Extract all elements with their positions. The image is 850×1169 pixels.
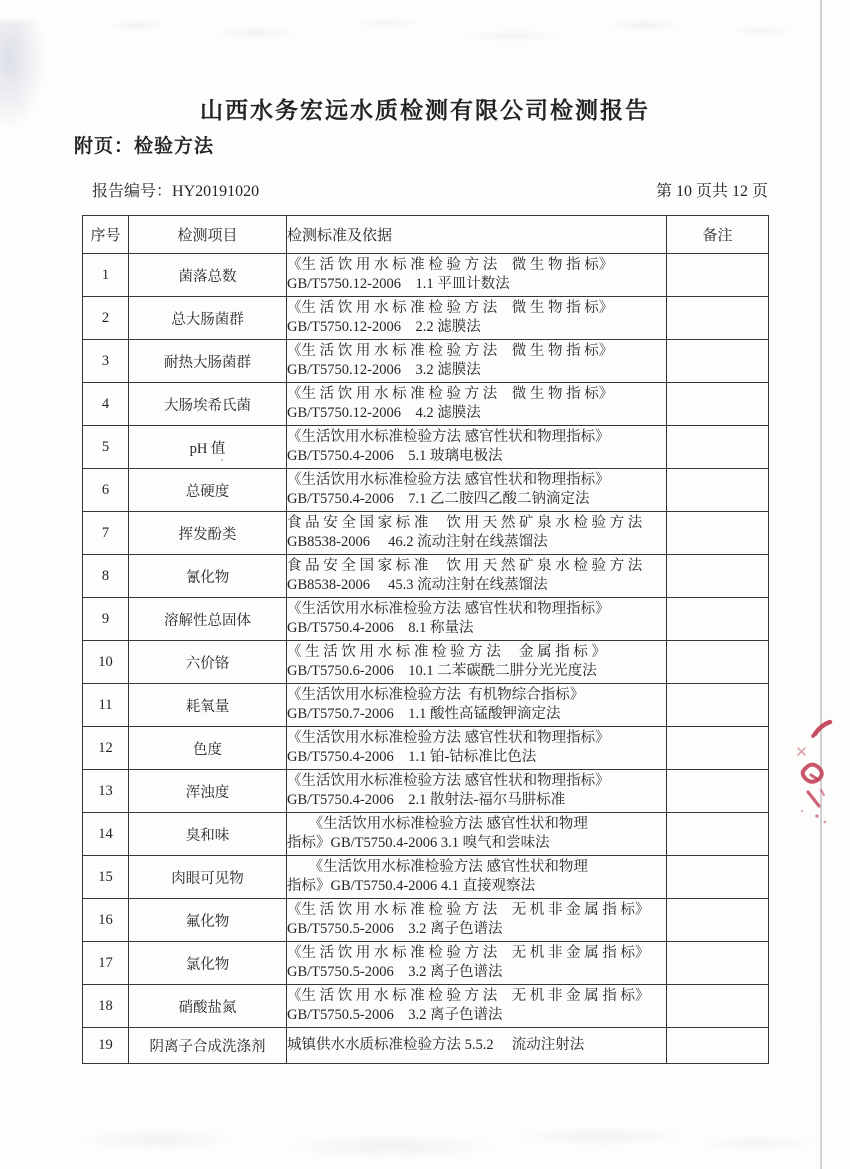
meta-row [92,178,768,201]
test-standard [287,340,667,383]
table-row [83,641,769,684]
row-number: 18 [83,985,129,1028]
row-number: 9 [83,598,129,641]
test-standard [287,985,667,1028]
row-number: 17 [83,942,129,985]
test-standard [287,727,667,770]
standard-line-2: GB/T5750.5-2006 3.2 离子色谱法 [287,1007,503,1023]
standard-line-1: 《生 活 饮 用 水 标 准 检 验 方 法 微 生 物 指 标》 [287,385,614,402]
test-item: 氯化物 [129,942,287,985]
report-number [92,178,259,201]
standard-line-2: GB/T5750.5-2006 3.2 离子色谱法 [287,964,503,980]
page-indicator: 第 10 页共 12 页 [655,183,768,200]
standard-line-2: GB/T5750.5-2006 3.2 离子色谱法 [287,921,503,937]
standard-line-2: GB/T5750.7-2006 1.1 酸性高锰酸钾滴定法 [287,706,561,722]
row-number: 19 [83,1028,129,1064]
remark-cell [667,770,769,813]
standard-line-2: GB/T5750.12-2006 1.1 平皿计数法 [287,276,510,292]
test-item: 总硬度 [129,469,287,512]
standard-line-1: 《 生 活 饮 用 水 标 准 检 验 方 法 金 属 指 标 》 [287,643,606,660]
standard-line-2: 指标》GB/T5750.4-2006 3.1 嗅气和尝味法 [287,835,550,851]
remark-cell [667,512,769,555]
remark-cell [667,899,769,942]
standard-line-1: 《生活饮用水标准检验方法 有机物综合指标》 [287,686,585,703]
remark-cell [667,641,769,684]
remark-cell [667,426,769,469]
table-row [83,942,769,985]
column-header-remark: 备注 [667,216,769,254]
test-standard [287,598,667,641]
row-number: 16 [83,899,129,942]
standard-line-2: GB/T5750.12-2006 4.2 滤膜法 [287,405,481,421]
test-item: 挥发酚类 [129,512,287,555]
test-item: pH 值 ˙ [129,426,287,469]
standard-line-2: GB/T5750.4-2006 1.1 铂-钴标准比色法 [287,749,537,765]
attachment-heading: 附页：检验方法 [74,136,215,157]
test-standard [287,297,667,340]
test-item: 色度 [129,727,287,770]
row-number: 2 [83,297,129,340]
remark-cell [667,813,769,856]
table-row [83,297,769,340]
row-number: 13 [83,770,129,813]
test-standard [287,942,667,985]
test-item: 阴离子合成洗涤剂 [129,1028,287,1064]
test-standard [287,254,667,297]
report-number-label: 报告编号： [92,183,173,200]
test-item: 氟化物 [129,899,287,942]
standard-line-2: GB/T5750.12-2006 3.2 滤膜法 [287,362,481,378]
bleed-through-artifact-bottom [40,1100,820,1166]
table-row [83,340,769,383]
standard-line-2: GB8538-2006 46.2 流动注射在线蒸馏法 [287,534,548,550]
test-item: 氰化物 [129,555,287,598]
standard-line-1: 《生活饮用水标准检验方法 感官性状和物理指标》 [287,729,610,746]
stray-ink-dot: ˙ [220,456,225,469]
remark-cell [667,254,769,297]
test-standard [287,856,667,899]
table-row [83,383,769,426]
standard-line-2: GB/T5750.4-2006 2.1 散射法-福尔马肼标准 [287,792,566,808]
red-ink-seal-bleed-marks [788,712,843,827]
test-item: 耗氧量 [129,684,287,727]
remark-cell [667,598,769,641]
remark-cell [667,297,769,340]
standard-line-1: 《生活饮用水标准检验方法 感官性状和物理指标》 [287,471,610,488]
row-number: 1 [83,254,129,297]
table-row [83,856,769,899]
remark-cell [667,684,769,727]
remark-cell [667,727,769,770]
standard-line-1: 《生 活 饮 用 水 标 准 检 验 方 法 微 生 物 指 标》 [287,299,614,316]
test-item: 臭和味 [129,813,287,856]
table-row [83,727,769,770]
standard-line-1: 《生 活 饮 用 水 标 准 检 验 方 法 微 生 物 指 标》 [287,342,614,359]
standard-line-2: GB/T5750.12-2006 2.2 滤膜法 [287,319,481,335]
table-row [83,426,769,469]
standard-line-2: GB/T5750.4-2006 8.1 称量法 [287,620,474,636]
standard-line-2: 指标》GB/T5750.4-2006 4.1 直接观察法 [287,878,536,894]
standard-line-1: 《生 活 饮 用 水 标 准 检 验 方 法 无 机 非 金 属 指 标》 [287,987,650,1004]
row-number: 5 [83,426,129,469]
row-number: 14 [83,813,129,856]
remark-cell [667,383,769,426]
standard-line-1: 《生活饮用水标准检验方法 感官性状和物理指标》 [287,428,610,445]
row-number: 15 [83,856,129,899]
table-row [83,813,769,856]
test-item: 大肠埃希氏菌 [129,383,287,426]
standard-line-1: 食 品 安 全 国 家 标 准 饮 用 天 然 矿 泉 水 检 验 方 法 [287,514,643,531]
table-row [83,985,769,1028]
column-header-standard: 检测标准及依据 [287,216,667,254]
remark-cell [667,942,769,985]
row-number: 6 [83,469,129,512]
remark-cell [667,1028,769,1064]
table-row [83,555,769,598]
standard-line-1: 《生活饮用水标准检验方法 感官性状和物理指标》 [287,600,610,617]
test-standard [287,641,667,684]
standard-line-2: GB/T5750.6-2006 10.1 二苯碳酰二肼分光光度法 [287,663,597,679]
test-item: 六价铬 [129,641,287,684]
standard-line-1: 《生 活 饮 用 水 标 准 检 验 方 法 微 生 物 指 标》 [287,256,614,273]
remark-cell [667,340,769,383]
row-number: 7 [83,512,129,555]
test-item: 浑浊度 [129,770,287,813]
table-header-row [83,216,769,254]
page-title: 山西水务宏远水质检测有限公司检测报告 [200,98,650,123]
test-standard [287,469,667,512]
test-standard [287,813,667,856]
remark-cell [667,469,769,512]
standard-line-2: GB/T5750.4-2006 7.1 乙二胺四乙酸二钠滴定法 [287,491,590,507]
report-number-value: HY20191020 [172,183,260,200]
test-standard [287,770,667,813]
standard-line-1: 城镇供水水质标准检验方法 5.5.2 流动注射法 [287,1036,585,1053]
table-row [83,254,769,297]
row-number: 8 [83,555,129,598]
row-number: 11 [83,684,129,727]
test-standard [287,555,667,598]
table-row [83,899,769,942]
row-number: 3 [83,340,129,383]
table-row [83,684,769,727]
test-standard [287,899,667,942]
standard-line-1: 食 品 安 全 国 家 标 准 饮 用 天 然 矿 泉 水 检 验 方 法 [287,557,643,574]
remark-cell [667,856,769,899]
table-row [83,770,769,813]
test-item: 菌落总数 [129,254,287,297]
standard-line-1: 《生 活 饮 用 水 标 准 检 验 方 法 无 机 非 金 属 指 标》 [287,901,650,918]
test-item: 耐热大肠菌群 [129,340,287,383]
remark-cell [667,985,769,1028]
standard-line-1: 《生活饮用水标准检验方法 感官性状和物理 [287,858,588,875]
column-header-no: 序号 [83,216,129,254]
table-row [83,1028,769,1064]
test-standard [287,426,667,469]
row-number: 12 [83,727,129,770]
column-header-test-item: 检测项目 [129,216,287,254]
standard-line-2: GB8538-2006 45.3 流动注射在线蒸馏法 [287,577,548,593]
test-item: 溶解性总固体 [129,598,287,641]
test-item: 肉眼可见物 [129,856,287,899]
table-row [83,469,769,512]
table-row [83,512,769,555]
bleed-through-artifact-top [60,2,840,54]
standard-line-1: 《生 活 饮 用 水 标 准 检 验 方 法 无 机 非 金 属 指 标》 [287,944,650,961]
table-row [83,598,769,641]
page-edge-scan-line [820,0,822,1169]
standard-line-2: GB/T5750.4-2006 5.1 玻璃电极法 [287,448,503,464]
test-methods-table [82,215,769,1064]
test-standard [287,383,667,426]
row-number: 4 [83,383,129,426]
remark-cell [667,555,769,598]
standard-line-1: 《生活饮用水标准检验方法 感官性状和物理指标》 [287,772,610,789]
test-item: 总大肠菌群 [129,297,287,340]
row-number: 10 [83,641,129,684]
test-standard [287,1028,667,1064]
standard-line-1: 《生活饮用水标准检验方法 感官性状和物理 [287,815,588,832]
test-standard [287,512,667,555]
test-standard [287,684,667,727]
test-item: 硝酸盐氮 [129,985,287,1028]
